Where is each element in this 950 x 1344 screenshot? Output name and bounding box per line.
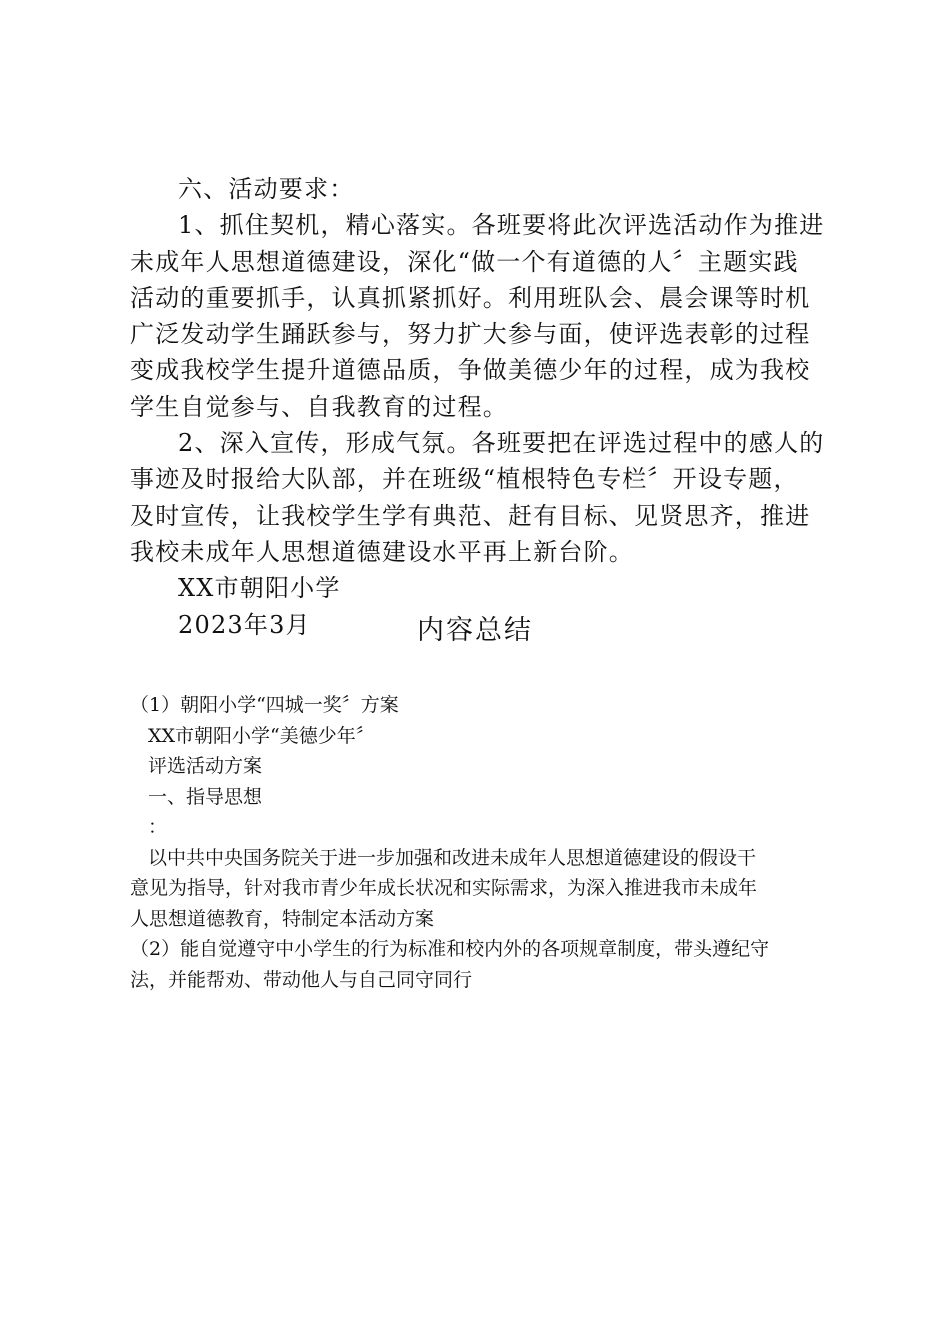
summary-line: （1）朝阳小学“四城一奖〞方案 — [130, 694, 399, 716]
summary-line: 法，并能帮劝、带动他人与自己同守同行 — [130, 968, 473, 991]
paragraph-line: 及时宣传，让我校学生学有典范、赶有目标、见贤思齐，推进 — [130, 501, 811, 530]
signature-date: 2023年3月 — [178, 610, 311, 639]
paragraph-line: 我校未成年人思想道德建设水平再上新台阶。 — [130, 537, 634, 566]
paragraph-line: 1、抓住契机，精心落实。各班要将此次评选活动作为推进 — [178, 211, 825, 240]
summary-line: （2）能自觉遵守中小学生的行为标准和校内外的各项规章制度，带头遵纪守 — [130, 938, 770, 960]
summary-section — [130, 690, 830, 995]
paragraph-line: 事迹及时报给大队部，并在班级“植根特色专栏〞开设专题， — [130, 465, 799, 494]
paragraph-line: 广泛发动学生踊跃参与，努力扩大参与面，使评选表彰的过程 — [130, 320, 811, 349]
summary-line: 以中共中央国务院关于进一步加强和改进未成年人思想道德建设的假设干 — [148, 846, 757, 869]
signature-school: XX市朝阳小学 — [178, 574, 341, 603]
section-heading: 六、活动要求： — [178, 175, 355, 203]
paragraph-line: 活动的重要抓手，认真抓紧抓好。利用班队会、晨会课等时机 — [130, 283, 811, 312]
summary-line: XX市朝阳小学“美德少年〞 — [148, 724, 375, 747]
summary-line: 意见为指导，针对我市青少年成长状况和实际需求，为深入推进我市未成年 — [130, 877, 758, 899]
paragraph-line: 变成我校学生提升道德品质，争做美德少年的过程，成为我校 — [130, 356, 811, 385]
summary-heading: 内容总结 — [417, 615, 533, 646]
summary-line: 一、指导思想 — [148, 785, 263, 808]
activity-requirements-section — [130, 171, 830, 643]
paragraph-line: 2、深入宣传，形成气氛。各班要把在评选过程中的感人的 — [178, 429, 825, 458]
summary-line: 评选活动方案 — [148, 755, 263, 777]
summary-line: ： — [148, 816, 168, 838]
summary-line: 人思想道德教育，特制定本活动方案 — [130, 907, 435, 930]
paragraph-line: 学生自觉参与、自我教育的过程。 — [130, 392, 508, 421]
paragraph-line: 未成年人思想道德建设，深化“做一个有道德的人〞主题实践 — [130, 247, 799, 276]
